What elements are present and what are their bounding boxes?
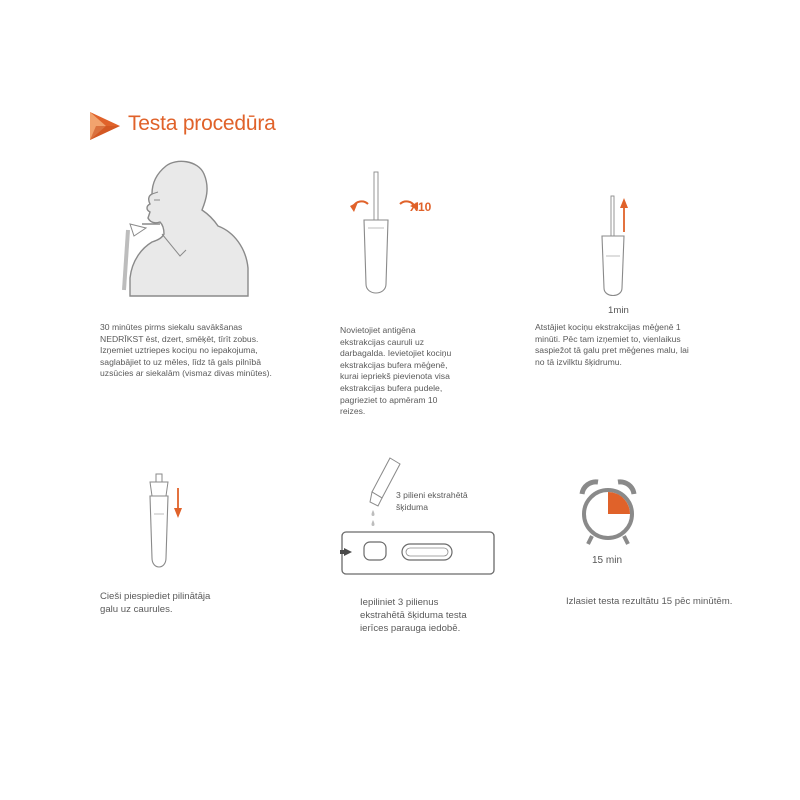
step-1-text: 30 minūtes pirms siekalu savākšanas NEDRĪKST ēst, dzert, smēķēt, tīrīt zobus. Izņemiet uztriepes kociņu no iepakojuma, saglabājiet to uz mēles, līdz tā gals pilnībā uzsūcies ar siekalām (vismaz divas minūtes). <box>100 322 272 379</box>
tube-remove-icon <box>596 196 636 300</box>
step-2-text: Novietojiet antigēna ekstrakcijas cauruli uz darbagalda. Ievietojiet kociņu ekstrakcijas bufera mēģenē, kurai iepriekš pievienota visa ekstrakcijas bufera pudele, pagrieziet to apmēram 10 reizes. <box>340 325 452 417</box>
timer-label: 15 min <box>592 555 623 566</box>
step-5-text: Iepiliniet 3 pilienus ekstrahētā šķiduma testa ierīces parauga iedobē. <box>360 597 467 634</box>
test-cassette-icon <box>340 530 496 576</box>
person-swab-icon <box>118 160 258 300</box>
tube-rotate-icon <box>344 172 444 302</box>
drops-label: 3 pilieni ekstrahētā šķiduma <box>396 490 468 512</box>
alarm-clock-icon <box>578 480 638 546</box>
page-title: Testa procedūra <box>128 112 276 135</box>
step-3-text: Atstājiet kociņu ekstrakcijas mēģenē 1 minūti. Pēc tam izņemiet to, vienlaikus saspiežot tā galu pret mēģenes malu, lai no tā izvilktu šķidrumu. <box>535 322 689 367</box>
orange-arrow-logo-icon <box>88 110 122 142</box>
rotate-count-label: X10 <box>410 200 432 214</box>
wait-time-label: 1min <box>608 305 629 316</box>
step-4-text: Cieši piespiediet pilinātāja galu uz caurules. <box>100 591 211 615</box>
step-6-text: Izlasiet testa rezultātu 15 pēc minūtēm. <box>566 596 733 607</box>
dropper-cap-icon <box>140 474 188 574</box>
